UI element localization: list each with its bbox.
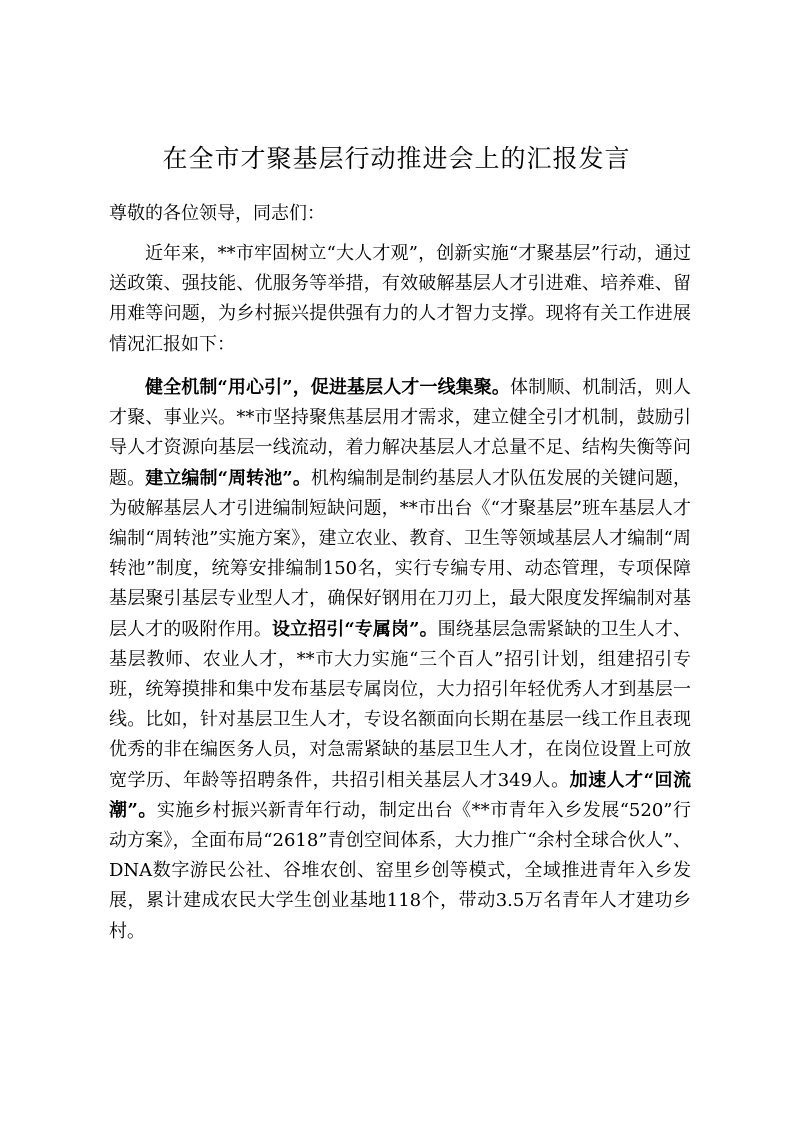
subsection-3-heading: 加速人才“回流潮”。 xyxy=(109,769,692,821)
salutation: 尊敬的各位领导，同志们： xyxy=(109,203,325,224)
section-1-paragraph xyxy=(109,373,691,947)
subsection-1-text: 机构编制是制约基层人才队伍发展的关键问题，为破解基层人才引进编制短缺问题，**市出台《“才聚基层”班车基层人才编制“周转池”实施方案》，建立农业、教育、卫生等领域基层人才编制“周转池”制度，统筹安排编制150名，实行专编专用、动态管理，专项保障基层聚引基层专业型人才，确保好钢用在刀刃上，最大限度发挥编制对基层人才的吸附作用。 xyxy=(109,467,692,640)
intro-paragraph: 近年来，**市牢固树立“大人才观”，创新实施“才聚基层”行动，通过送政策、强技能、优服务等举措，有效破解基层人才引进难、培养难、留用难等问题，为乡村振兴提供强有力的人才智力支撑。现将有关工作进展情况汇报如下： xyxy=(109,243,691,355)
section-1-text: 体制顺、机制活，则人才聚、事业兴。**市坚持聚焦基层用才需求，建立健全引才机制，鼓励引导人才资源向基层一线流动，着力解决基层人才总量不足、结构失衡等问题。 xyxy=(109,377,691,489)
subsection-2-heading: 设立招引“专属岗”。 xyxy=(271,618,438,640)
subsection-1-heading: 建立编制“周转池”。 xyxy=(145,467,311,489)
section-1-heading: 健全机制“用心引”，促进基层人才一线集聚。 xyxy=(145,377,511,398)
subsection-3-text: 实施乡村振兴新青年行动，制定出台《**市青年入乡发展“520”行动方案》，全面布局“2618”青创空间体系，大力推广“余村全球合伙人”、DNA数字游民公社、谷堆农创、窑里乡创等模式，全域推进青年入乡发展，累计建成农民大学生创业基地118个，带动3.5万名青年人才建功乡村。 xyxy=(109,799,692,942)
document-title: 在全市才聚基层行动推进会上的汇报发言 xyxy=(162,144,631,173)
subsection-2-text: 围绕基层急需紧缺的卫生人才、基层教师、农业人才，**市大力实施“三个百人”招引计划，组建招引专班，统筹摸排和集中发布基层专属岗位，大力招引年轻优秀人才到基层一线。比如，针对基层卫生人才，专设名额面向长期在基层一线工作且表现优秀的非在编医务人员，对急需紧缺的基层卫生人才，在岗位设置上可放宽学历、年龄等招聘条件，共招引相关基层人才349人。 xyxy=(109,618,692,791)
